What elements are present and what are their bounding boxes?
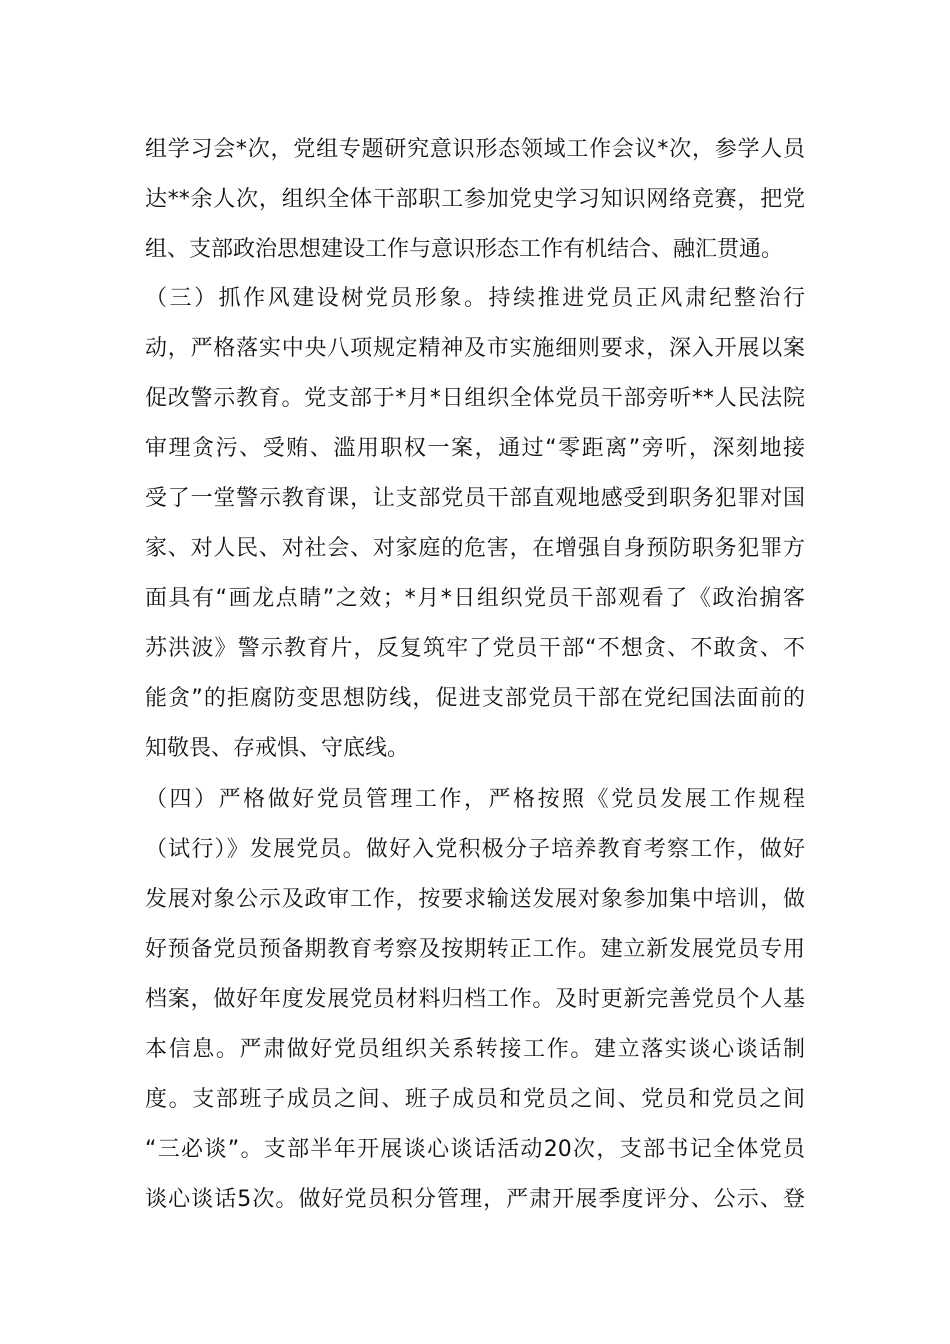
paragraph-section-four: [145, 775, 805, 1225]
text-line: （三）抓作风建设树党员形象。持续推进党员正风肃纪整治行: [145, 286, 805, 311]
text-line: 本信息。严肃做好党员组织关系转接工作。建立落实谈心谈话制: [145, 1037, 805, 1062]
text-line: 促改警示教育。党支部于*月*日组织全体党员干部旁听**人民法院: [145, 386, 805, 411]
text-line: 苏洪波》警示教育片，反复筑牢了党员干部“不想贪、不敢贪、不: [145, 636, 805, 661]
text-line: 知敬畏、存戒惧、守底线。: [145, 736, 410, 761]
text-line: 动，严格落实中央八项规定精神及市实施细则要求，深入开展以案: [145, 336, 805, 361]
text-line: 受了一堂警示教育课，让支部党员干部直观地感受到职务犯罪对国: [145, 486, 805, 511]
paragraph-study-meetings: [145, 125, 805, 275]
text-line: 组学习会*次，党组专题研究意识形态领域工作会议*次，参学人员: [145, 137, 805, 162]
text-line: 谈心谈话5次。做好党员积分管理，严肃开展季度评分、公示、登: [145, 1187, 805, 1212]
text-line: （试行）》发展党员。做好入党积极分子培养教育考察工作，做好: [145, 837, 805, 862]
text-line: 审理贪污、受贿、滥用职权一案，通过“零距离”旁听，深刻地接: [145, 436, 805, 461]
text-line: 档案，做好年度发展党员材料归档工作。及时更新完善党员个人基: [145, 987, 805, 1012]
text-line: 度。支部班子成员之间、班子成员和党员之间、党员和党员之间: [145, 1087, 805, 1112]
text-line: 达**余人次，组织全体干部职工参加党史学习知识网络竞赛，把党: [145, 187, 805, 212]
text-line: 组、支部政治思想建设工作与意识形态工作有机结合、融汇贯通。: [145, 237, 784, 262]
text-line: 家、对人民、对社会、对家庭的危害，在增强自身预防职务犯罪方: [145, 536, 805, 561]
text-line: 面具有“画龙点睛”之效；*月*日组织党员干部观看了《政治掮客: [145, 586, 805, 611]
text-line: （四）严格做好党员管理工作，严格按照《党员发展工作规程: [145, 787, 805, 812]
text-line: 发展对象公示及政审工作，按要求输送发展对象参加集中培训，做: [145, 887, 805, 912]
paragraph-section-three: [145, 274, 805, 774]
text-line: “三必谈”。支部半年开展谈心谈话活动20次，支部书记全体党员: [145, 1137, 805, 1162]
text-line: 好预备党员预备期教育考察及按期转正工作。建立新发展党员专用: [145, 937, 805, 962]
text-line: 能贪”的拒腐防变思想防线，促进支部党员干部在党纪国法面前的: [145, 686, 805, 711]
